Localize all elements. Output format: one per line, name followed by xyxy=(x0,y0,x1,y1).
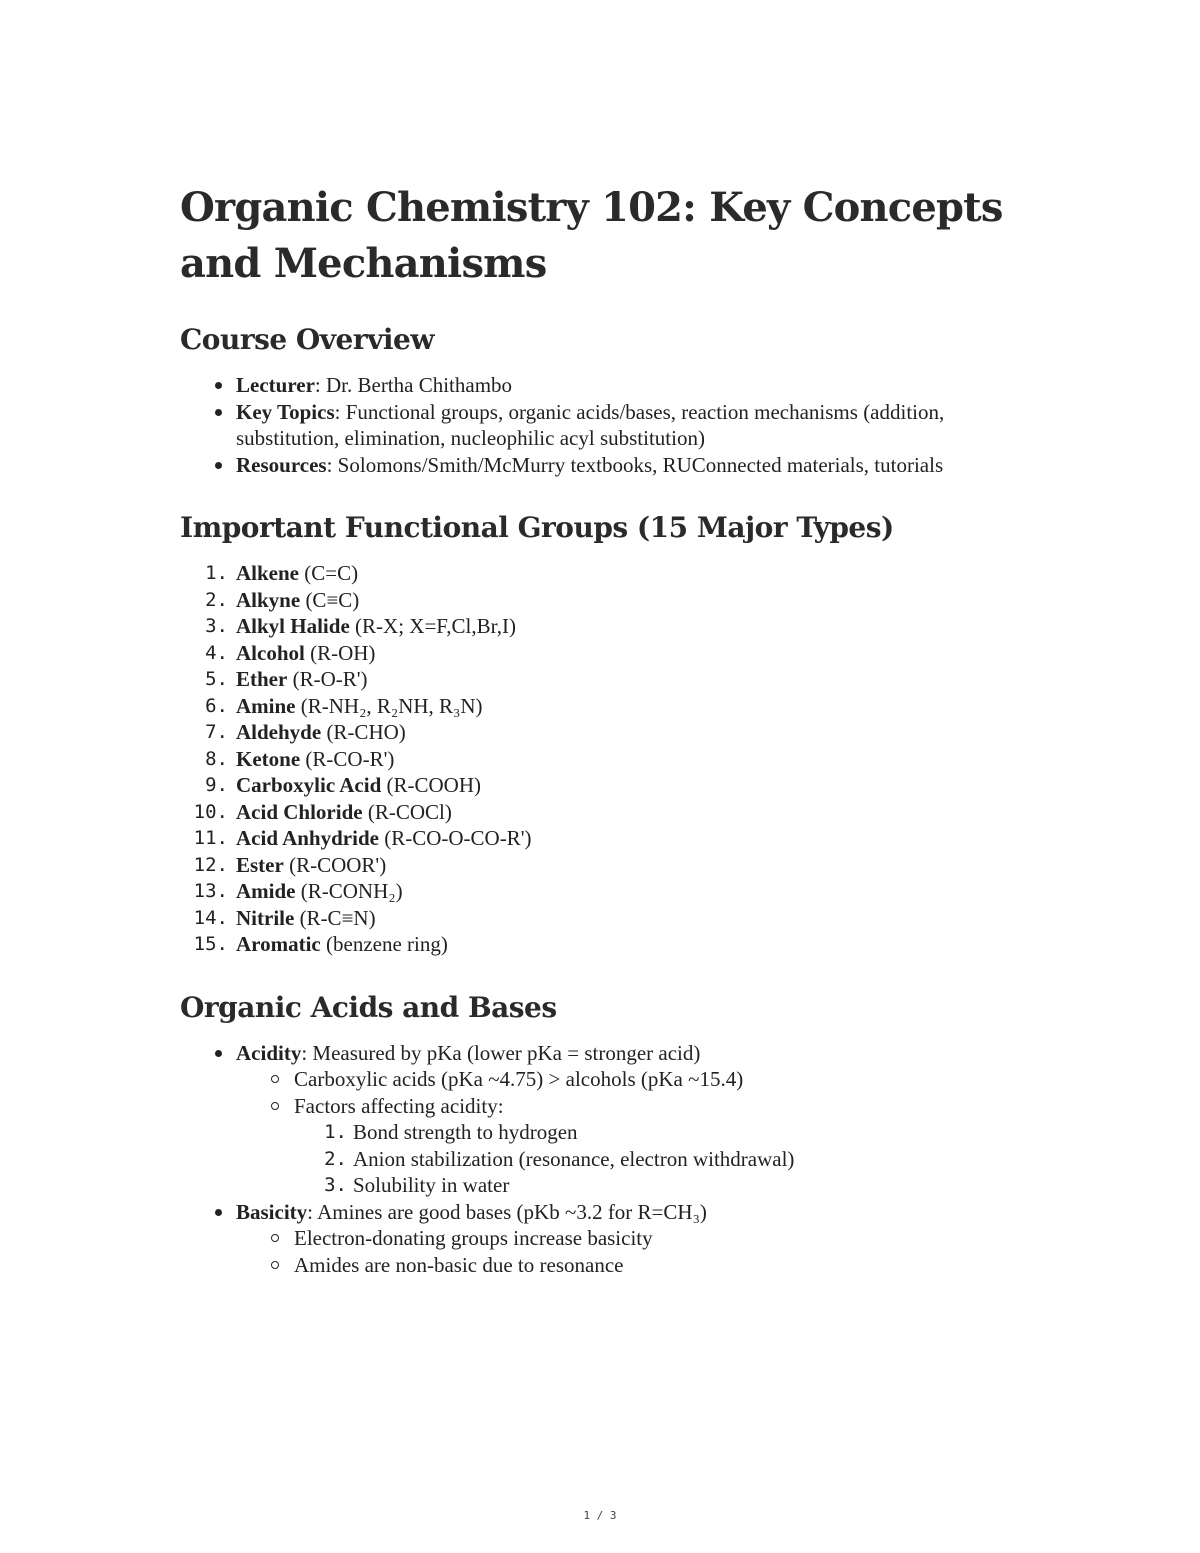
group-name: Acid Chloride xyxy=(236,799,363,824)
sub-list-item: Amides are non-basic due to resonance xyxy=(180,1252,1040,1279)
group-name: Nitrile xyxy=(236,905,295,930)
item-number: 2. xyxy=(205,588,228,611)
list-item xyxy=(180,719,1040,746)
item-number: 12. xyxy=(193,853,228,876)
section-heading: Important Functional Groups (15 Major Types) xyxy=(180,511,894,544)
bullet-list xyxy=(180,372,1040,478)
acids-bases-section xyxy=(180,990,1040,1279)
group-formula: (R-O-R') xyxy=(287,667,368,691)
list-item xyxy=(180,746,1040,773)
item-label: Acidity xyxy=(236,1040,302,1065)
group-name: Amide xyxy=(236,879,296,903)
list-item xyxy=(180,799,1040,826)
item-label: Resources xyxy=(236,452,327,477)
document-title: Organic Chemistry 102: Key Concepts and Mechanisms xyxy=(180,184,1003,287)
nested-numbered-item xyxy=(180,1119,1040,1146)
bullet-list xyxy=(180,1040,1040,1279)
group-name: Aldehyde xyxy=(236,720,322,744)
item-label: Lecturer xyxy=(236,373,315,397)
item-number: 10. xyxy=(193,800,228,823)
item-text: Anion stabilization (resonance, electron withdrawal) xyxy=(353,1146,795,1171)
group-name: Alcohol xyxy=(236,640,305,665)
list-item xyxy=(180,852,1040,879)
item-text: : Solomons/Smith/McMurry textbooks, RUConnected materials, tutorials xyxy=(326,452,944,477)
group-name: Ester xyxy=(236,852,284,877)
group-name: Alkene xyxy=(236,561,299,585)
item-text: : Measured by pKa (lower pKa = stronger acid) xyxy=(301,1040,701,1065)
list-item xyxy=(180,452,1040,479)
group-name: Carboxylic Acid xyxy=(236,773,382,797)
list-item xyxy=(180,613,1040,640)
list-item xyxy=(180,693,1040,720)
item-number: 1. xyxy=(205,562,228,584)
list-item xyxy=(180,825,1040,852)
item-number: 5. xyxy=(205,668,228,690)
item-number: 6. xyxy=(205,694,228,717)
item-label: Basicity xyxy=(236,1199,308,1224)
group-formula: (R-CONH₂) xyxy=(295,879,403,903)
item-text: Solubility in water xyxy=(353,1173,510,1197)
item-label: Key Topics xyxy=(236,399,335,424)
group-name: Amine xyxy=(236,693,296,718)
functional-groups-section xyxy=(180,510,1040,958)
nested-numbered-item xyxy=(180,1146,1040,1173)
group-formula: (C≡C) xyxy=(300,587,360,612)
group-formula: (R-CO-R') xyxy=(300,746,395,771)
group-name: Aromatic xyxy=(236,932,321,956)
numbered-list xyxy=(180,560,1040,958)
group-formula: (R-OH) xyxy=(304,640,376,665)
group-name: Alkyl Halide xyxy=(236,614,350,638)
group-formula: (R-X; X=F,Cl,Br,I) xyxy=(349,614,517,638)
sub-list-item: Factors affecting acidity: xyxy=(180,1093,1040,1120)
group-name: Ether xyxy=(236,667,288,691)
item-number: 11. xyxy=(193,827,228,849)
page-number: 1 / 3 xyxy=(583,1509,617,1522)
item-number: 3. xyxy=(324,1174,347,1196)
group-name: Alkyne xyxy=(236,587,301,612)
document-page xyxy=(180,180,1040,1310)
item-text: : Dr. Bertha Chithambo xyxy=(314,373,513,397)
group-formula: (R-CHO) xyxy=(321,720,406,744)
list-item xyxy=(180,878,1040,905)
list-item xyxy=(180,931,1040,958)
list-item xyxy=(180,1040,1040,1067)
section-heading: Course Overview xyxy=(180,323,434,356)
item-text: Bond strength to hydrogen xyxy=(353,1120,578,1144)
section-heading: Organic Acids and Bases xyxy=(180,990,557,1024)
list-item xyxy=(180,905,1040,932)
list-item xyxy=(180,640,1040,667)
item-text: : Functional groups, organic acids/bases, reaction mechanisms (addition, substitution, elimination, nucleophilic acyl substitution) xyxy=(236,399,945,450)
nested-numbered-item xyxy=(180,1172,1040,1199)
group-name: Acid Anhydride xyxy=(236,826,379,850)
course-overview-section xyxy=(180,322,1040,478)
group-formula: (benzene ring) xyxy=(320,932,448,956)
group-formula: (C=C) xyxy=(299,561,359,585)
item-number: 14. xyxy=(193,906,228,929)
group-formula: (R-COOR') xyxy=(283,852,387,877)
group-name: Ketone xyxy=(236,746,301,771)
group-formula: (R-COCl) xyxy=(362,799,452,824)
item-text: : Amines are good bases (pKb ~3.2 for R=CH₃) xyxy=(307,1199,707,1224)
group-formula: (R-COOH) xyxy=(381,773,481,797)
group-formula: (R-C≡N) xyxy=(294,905,376,930)
sub-list-item: Carboxylic acids (pKa ~4.75) > alcohols (pKa ~15.4) xyxy=(180,1066,1040,1093)
list-item xyxy=(180,399,1040,452)
item-number: 7. xyxy=(205,721,228,743)
item-number: 3. xyxy=(205,615,228,637)
list-item xyxy=(180,560,1040,587)
list-item xyxy=(180,587,1040,614)
list-item xyxy=(180,372,1040,399)
item-number: 15. xyxy=(193,933,228,955)
sub-list-item: Electron-donating groups increase basicity xyxy=(180,1225,1040,1252)
list-item xyxy=(180,772,1040,799)
group-formula: (R-CO-O-CO-R') xyxy=(378,826,532,850)
list-item xyxy=(180,666,1040,693)
item-number: 2. xyxy=(324,1147,347,1170)
item-number: 8. xyxy=(205,747,228,770)
list-item xyxy=(180,1199,1040,1226)
item-number: 13. xyxy=(193,880,228,902)
item-number: 1. xyxy=(324,1121,347,1143)
item-number: 9. xyxy=(205,774,228,796)
item-number: 4. xyxy=(205,641,228,664)
group-formula: (R-NH₂, R₂NH, R₃N) xyxy=(295,693,483,718)
